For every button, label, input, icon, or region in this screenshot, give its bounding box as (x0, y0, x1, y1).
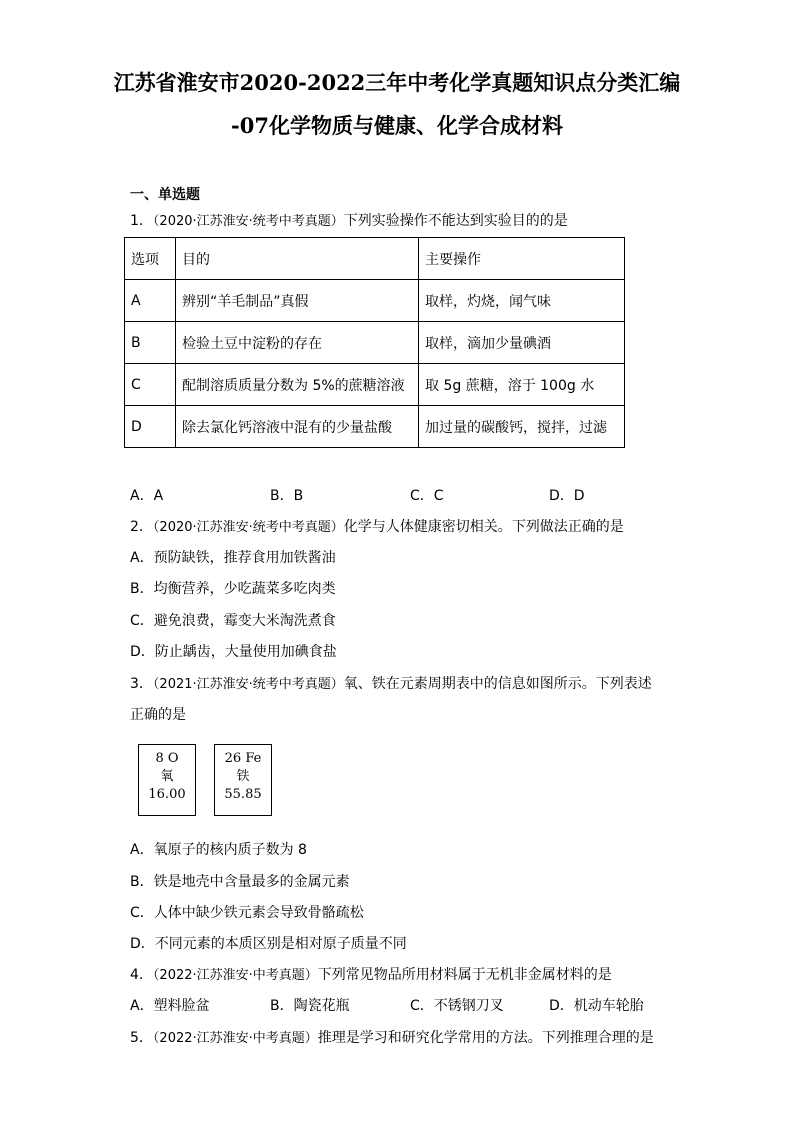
question-1 (130, 212, 568, 231)
question-source: （2022·江苏淮安·中考真题） (152, 1031, 318, 1046)
element-number-symbol: 8 O (155, 751, 179, 766)
question-number: 2． (130, 519, 153, 535)
table-row (125, 280, 625, 322)
element-mass: 16.00 (148, 787, 186, 802)
table-row (125, 322, 625, 364)
table-cell: 取样，滴加少量碘酒 (419, 322, 625, 364)
question-stem: 化学与人体健康密切相关。下列做法正确的是 (343, 519, 624, 535)
experiment-table (124, 237, 625, 448)
question-stem: 推理是学习和研究化学常用的方法。下列推理合理的是 (317, 1030, 654, 1046)
option-c[interactable]: C．不锈钢刀叉 (410, 998, 504, 1014)
question-stem: 下列实验操作不能达到实验目的的是 (343, 213, 568, 229)
option-a[interactable]: A．预防缺铁，推荐食用加铁酱油 (130, 550, 336, 566)
question-number: 5． (130, 1030, 153, 1046)
question-number: 4． (130, 967, 153, 983)
option-a[interactable]: A．A (130, 488, 164, 504)
table-header-cell: 主要操作 (419, 238, 625, 280)
option-d[interactable]: D．不同元素的本质区别是相对原子质量不同 (130, 936, 407, 952)
table-cell: 检验土豆中淀粉的存在 (176, 322, 419, 364)
option-d[interactable]: D．D (549, 488, 585, 504)
option-a[interactable]: A．氧原子的核内质子数为 8 (130, 842, 307, 858)
document-title-line-2: -07化学物质与健康、化学合成材料 (231, 113, 563, 138)
question-number: 3． (130, 676, 153, 692)
option-c[interactable]: C．C (410, 488, 444, 504)
table-row (125, 364, 625, 406)
option-c[interactable]: C．人体中缺少铁元素会导致骨骼疏松 (130, 905, 364, 921)
option-b[interactable]: B．铁是地壳中含量最多的金属元素 (130, 874, 350, 890)
question-source: （2020·江苏淮安·统考中考真题） (152, 520, 344, 535)
table-cell: A (125, 280, 176, 322)
table-cell: 取 5g 蔗糖，溶于 100g 水 (419, 364, 625, 406)
question-4 (130, 966, 612, 985)
question-source: （2021·江苏淮安·统考中考真题） (152, 677, 344, 692)
table-cell: C (125, 364, 176, 406)
table-cell: 除去氯化钙溶液中混有的少量盐酸 (176, 406, 419, 448)
table-row (125, 406, 625, 448)
element-mass: 55.85 (224, 787, 262, 802)
element-card-iron (214, 744, 272, 816)
question-2 (130, 518, 624, 537)
question-5 (130, 1029, 654, 1048)
question-3 (130, 675, 652, 694)
table-cell: 取样，灼烧，闻气味 (419, 280, 625, 322)
option-b[interactable]: B．B (270, 488, 304, 504)
table-cell: 辨别“羊毛制品”真假 (176, 280, 419, 322)
question-number: 1． (130, 213, 153, 229)
question-stem: 氧、铁在元素周期表中的信息如图所示。下列表述 (343, 676, 652, 692)
option-d[interactable]: D．防止龋齿，大量使用加碘食盐 (130, 644, 337, 660)
table-cell: 配制溶质质量分数为 5%的蔗糖溶液 (176, 364, 419, 406)
question-source: （2020·江苏淮安·统考中考真题） (152, 214, 344, 229)
question-source: （2022·江苏淮安·中考真题） (152, 968, 318, 983)
table-header-cell: 选项 (125, 238, 176, 280)
option-c[interactable]: C．避免浪费，霉变大米淘洗煮食 (130, 613, 336, 629)
element-card-oxygen (138, 744, 196, 816)
question-stem: 下列常见物品所用材料属于无机非金属材料的是 (317, 967, 612, 983)
table-cell: D (125, 406, 176, 448)
element-name: 氧 (160, 769, 174, 784)
element-name: 铁 (236, 769, 250, 784)
option-b[interactable]: B．陶瓷花瓶 (270, 998, 350, 1014)
element-number-symbol: 26 Fe (224, 751, 262, 766)
table-header-cell: 目的 (176, 238, 419, 280)
document-title-line-1: 江苏省淮安市2020-2022三年中考化学真题知识点分类汇编 (113, 70, 681, 95)
section-heading: 一、单选题 (130, 187, 200, 203)
table-cell: 加过量的碳酸钙，搅拌，过滤 (419, 406, 625, 448)
option-b[interactable]: B．均衡营养，少吃蔬菜多吃肉类 (130, 581, 336, 597)
option-d[interactable]: D．机动车轮胎 (549, 998, 644, 1014)
table-cell: B (125, 322, 176, 364)
option-a[interactable]: A．塑料脸盆 (130, 998, 210, 1014)
question-stem-continuation: 正确的是 (130, 707, 186, 723)
table-header-row (125, 238, 625, 280)
